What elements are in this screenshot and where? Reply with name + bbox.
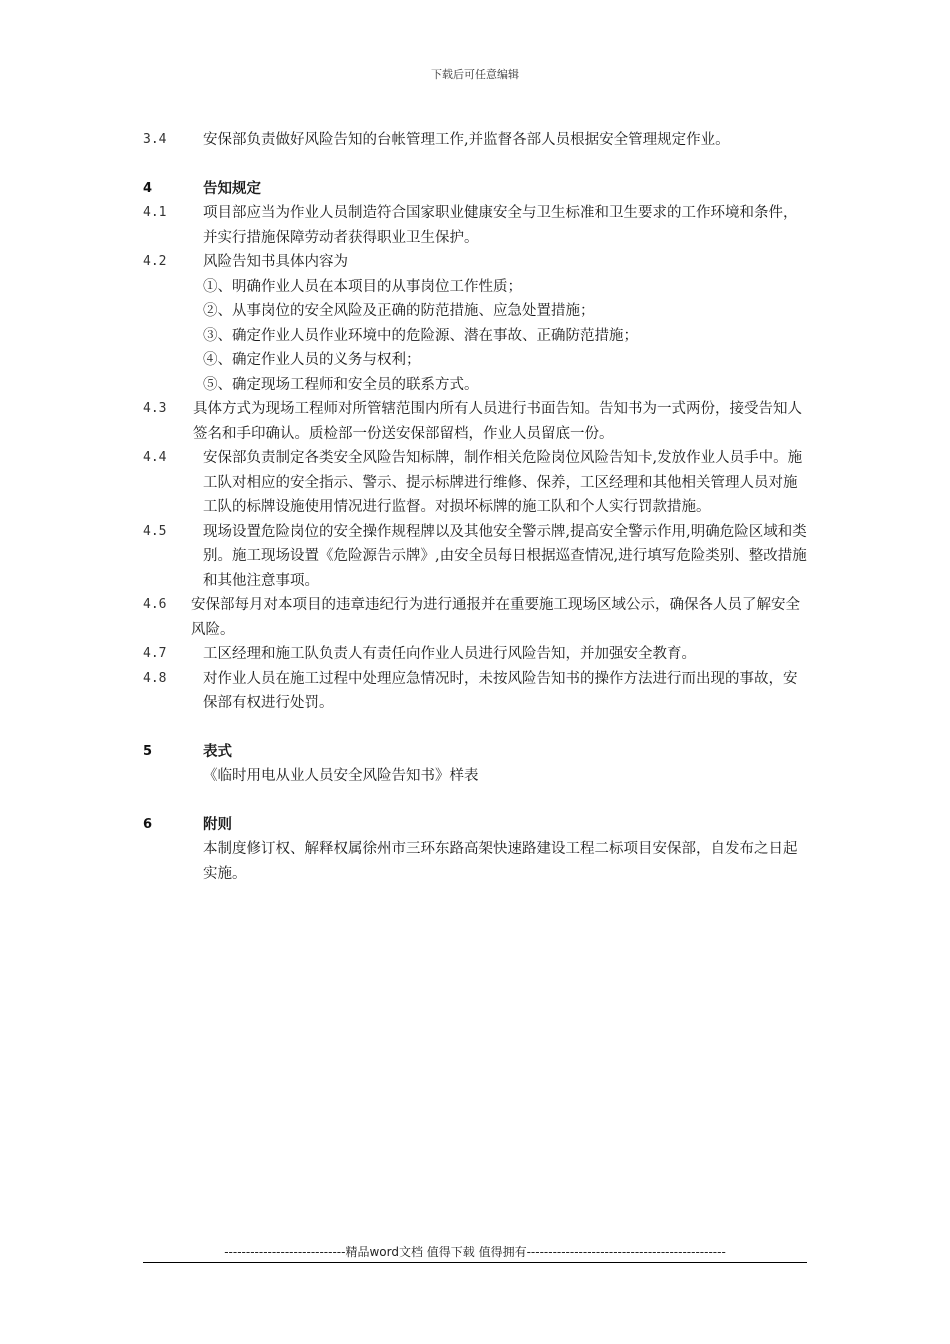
- clause-number: 4.8: [143, 670, 167, 686]
- list-item: ②、从事岗位的安全风险及正确的防范措施、应急处置措施；: [203, 303, 595, 319]
- clause-number: 3.4: [143, 132, 167, 147]
- section-number: 5: [143, 743, 153, 759]
- clause-number: 4.4: [143, 450, 167, 465]
- section-number: 4: [143, 180, 153, 196]
- section-title: 附则: [203, 816, 232, 833]
- clause-number: 4.3: [143, 401, 167, 416]
- clause-4-1: [143, 201, 808, 250]
- clause-text: 现场设置危险岗位的安全操作规程牌以及其他安全警示牌,提高安全警示作用,明确危险区域和类别。施工现场设置《危险源告示牌》,由安全员每日根据巡查情况,进行填写危险类别、整改措施和其他注意事项。: [203, 523, 807, 589]
- clause-3-4: [143, 128, 808, 153]
- clause-text: 工区经理和施工队负责人有责任向作业人员进行风险告知，并加强安全教育。: [203, 646, 696, 662]
- clause-number: 4.7: [143, 646, 167, 661]
- clause-4-7: [143, 642, 808, 667]
- section-6-heading: [143, 813, 808, 838]
- clause-4-2: [143, 250, 808, 275]
- clause-4-8: [143, 667, 808, 716]
- list-item: ③、确定作业人员作业环境中的危险源、潜在事故、正确防范措施；: [203, 327, 638, 344]
- clause-text: 项目部应当为作业人员制造符合国家职业健康安全与卫生标准和卫生要求的工作环境和条件，并实行措施保障劳动者获得职业卫生保护。: [203, 205, 798, 246]
- clause-number: 4.2: [143, 254, 167, 269]
- clause-4-6: [143, 593, 808, 642]
- clause-text: 风险告知书具体内容为: [203, 254, 348, 270]
- footer-note: ----------------------------精品word文档 值得下载 值得拥有----------------------------------------------: [224, 1245, 726, 1259]
- clause-4-3: [143, 397, 808, 446]
- clause-text: 安保部负责制定各类安全风险告知标牌，制作相关危险岗位风险告知卡,发放作业人员手中。施工队对相应的安全指示、警示、提示标牌进行维修、保养，工区经理和其他相关管理人员对施工队的标牌设施使用情况进行监督。对损坏标牌的施工队和个人实行罚款措施。: [203, 450, 803, 515]
- list-item: ④、确定作业人员的义务与权利；: [203, 352, 421, 368]
- clause-text: 对作业人员在施工过程中处理应急情况时，未按风险告知书的操作方法进行而出现的事故，安保部有权进行处罚。: [203, 670, 798, 711]
- clause-number: 4.6: [143, 597, 167, 612]
- footer-divider: [143, 1262, 807, 1263]
- clause-number: 4.5: [143, 523, 167, 539]
- section-5-heading: [143, 740, 808, 765]
- clause-text: 具体方式为现场工程师对所管辖范围内所有人员进行书面告知。告知书为一式两份，接受告知人签名和手印确认。质检部一份送安保部留档，作业人员留底一份。: [193, 401, 802, 442]
- section-title: 表式: [203, 743, 232, 760]
- list-item: ①、明确作业人员在本项目的从事岗位工作性质；: [203, 278, 522, 295]
- document-body: [143, 128, 808, 886]
- header-note: 下载后可任意编辑: [431, 68, 519, 81]
- section-6-text: 本制度修订权、解释权属徐州市三环东路高架快速路建设工程二标项目安保部，自发布之日起实施。: [203, 841, 798, 882]
- section-number: 6: [143, 816, 153, 832]
- section-title: 告知规定: [203, 180, 261, 197]
- section-5-text: 《临时用电从业人员安全风险告知书》样表: [203, 768, 479, 784]
- clause-text: 安保部每月对本项目的违章违纪行为进行通报并在重要施工现场区域公示，确保各人员了解安全风险。: [191, 597, 800, 638]
- list-item: ⑤、确定现场工程师和安全员的联系方式。: [203, 376, 479, 393]
- section-4-heading: [143, 177, 808, 202]
- clause-text: 安保部负责做好风险告知的台帐管理工作,并监督各部人员根据安全管理规定作业。: [203, 132, 730, 148]
- clause-number: 4.1: [143, 205, 167, 220]
- clause-4-5: [143, 520, 808, 594]
- clause-4-4: [143, 446, 808, 520]
